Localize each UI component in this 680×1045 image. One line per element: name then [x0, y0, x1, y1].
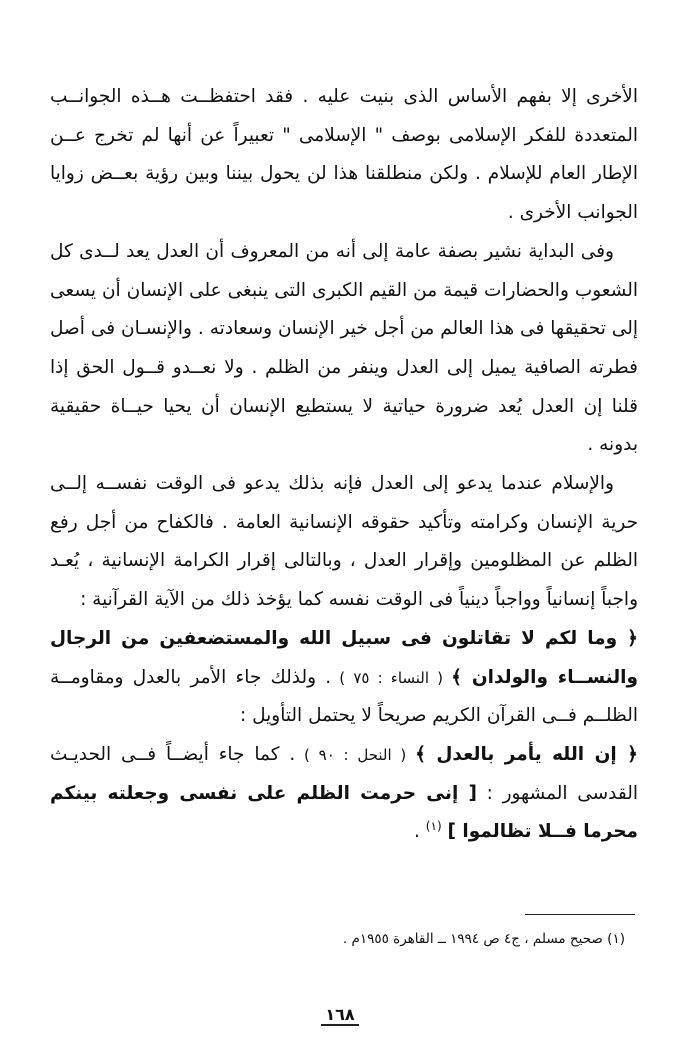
paragraph [50, 78, 638, 233]
footnote-separator [525, 914, 635, 915]
text-segment: [ إنى حرمت الظلم على نفسى وجعلته بينكم محرما فــلا تظالموا ] [50, 782, 638, 843]
text-segment: والإسلام عندما يدعو إلى العدل فإنه بذلك يدعو فى الوقت نفســه إلــى حرية الإنسان وكرامته وتأكيد حقوقه الإنسانية العامة . فالكفاح من أجل رفع الظلم عن المظلومين وإقرار العدل ، وبالتالى إقرار الكرامة الإنسانية ، يُعـد واجباً إنسانياً وواجباً دينياً فى الوقت نفسه كما يؤخذ ذلك من الآية القرآنية : [50, 473, 638, 611]
text-segment: ﴿ وما لكم لا تقاتلون فى سبيل الله والمستضعفين من الرجال والنســاء والولدان ﴾ [50, 627, 639, 688]
page-number-value: ١٦٨ [321, 1006, 358, 1026]
paragraph [50, 736, 638, 852]
text-segment: ﴿ إن الله يأمر بالعدل ﴾ [415, 743, 638, 765]
paragraph [50, 465, 638, 620]
text-segment: (١) [425, 819, 442, 834]
footnote: (١) صحيح مسلم ، ج٤ ص ١٩٩٤ ــ القاهرة ١٩٥٥م . [342, 931, 625, 947]
text-segment: الأخرى إلا بفهم الأساس الذى بنيت عليه . فقد احتفظــت هــذه الجوانــب المتعددة للفكر الإسلامى بوصف " الإسلامى " تعبيراً عن أنها لم تخرج عــن الإطار العام للإسلام . ولكن منطلقنا هذا لن يحول بيننا وبين رؤية بعــض زوايا الجوانب الأخرى . [50, 86, 638, 224]
text-segment: . [414, 821, 426, 843]
paragraph [50, 620, 638, 736]
text-segment: ( النحل : ٩٠ ) [295, 745, 416, 764]
text-segment: ( النساء : ٧٥ ) [331, 668, 452, 687]
text-segment: . كما جاء أيضــاً فــى الحديـث القدسى المشهور : [50, 743, 639, 804]
paragraph [50, 233, 638, 465]
body-text [50, 78, 638, 852]
page-number [290, 1003, 390, 1027]
text-segment: . ولذلك جاء الأمر بالعدل ومقاومــة الظلــم فــى القرآن الكريم صريحاً لا يحتمل التأويل : [50, 666, 638, 727]
text-segment: وفى البداية نشير بصفة عامة إلى أنه من المعروف أن العدل يعد لــدى كل الشعوب والحضارات قيمة من القيم الكبرى التى ينبغى على الإنسان أن يسعى إلى تحقيقها فى هذا العالم من أجل خير الإنسان وسعادته . والإنسـان فى أصل فطرته الصافية يميل إلى العدل وينفر من الظلم . ولا نعــدو قــول الحق إذا قلنا إن العدل يُعد ضرورة حياتية لا يستطيع الإنسان أن يحيا حيــاة حقيقية بدونه . [50, 240, 638, 456]
